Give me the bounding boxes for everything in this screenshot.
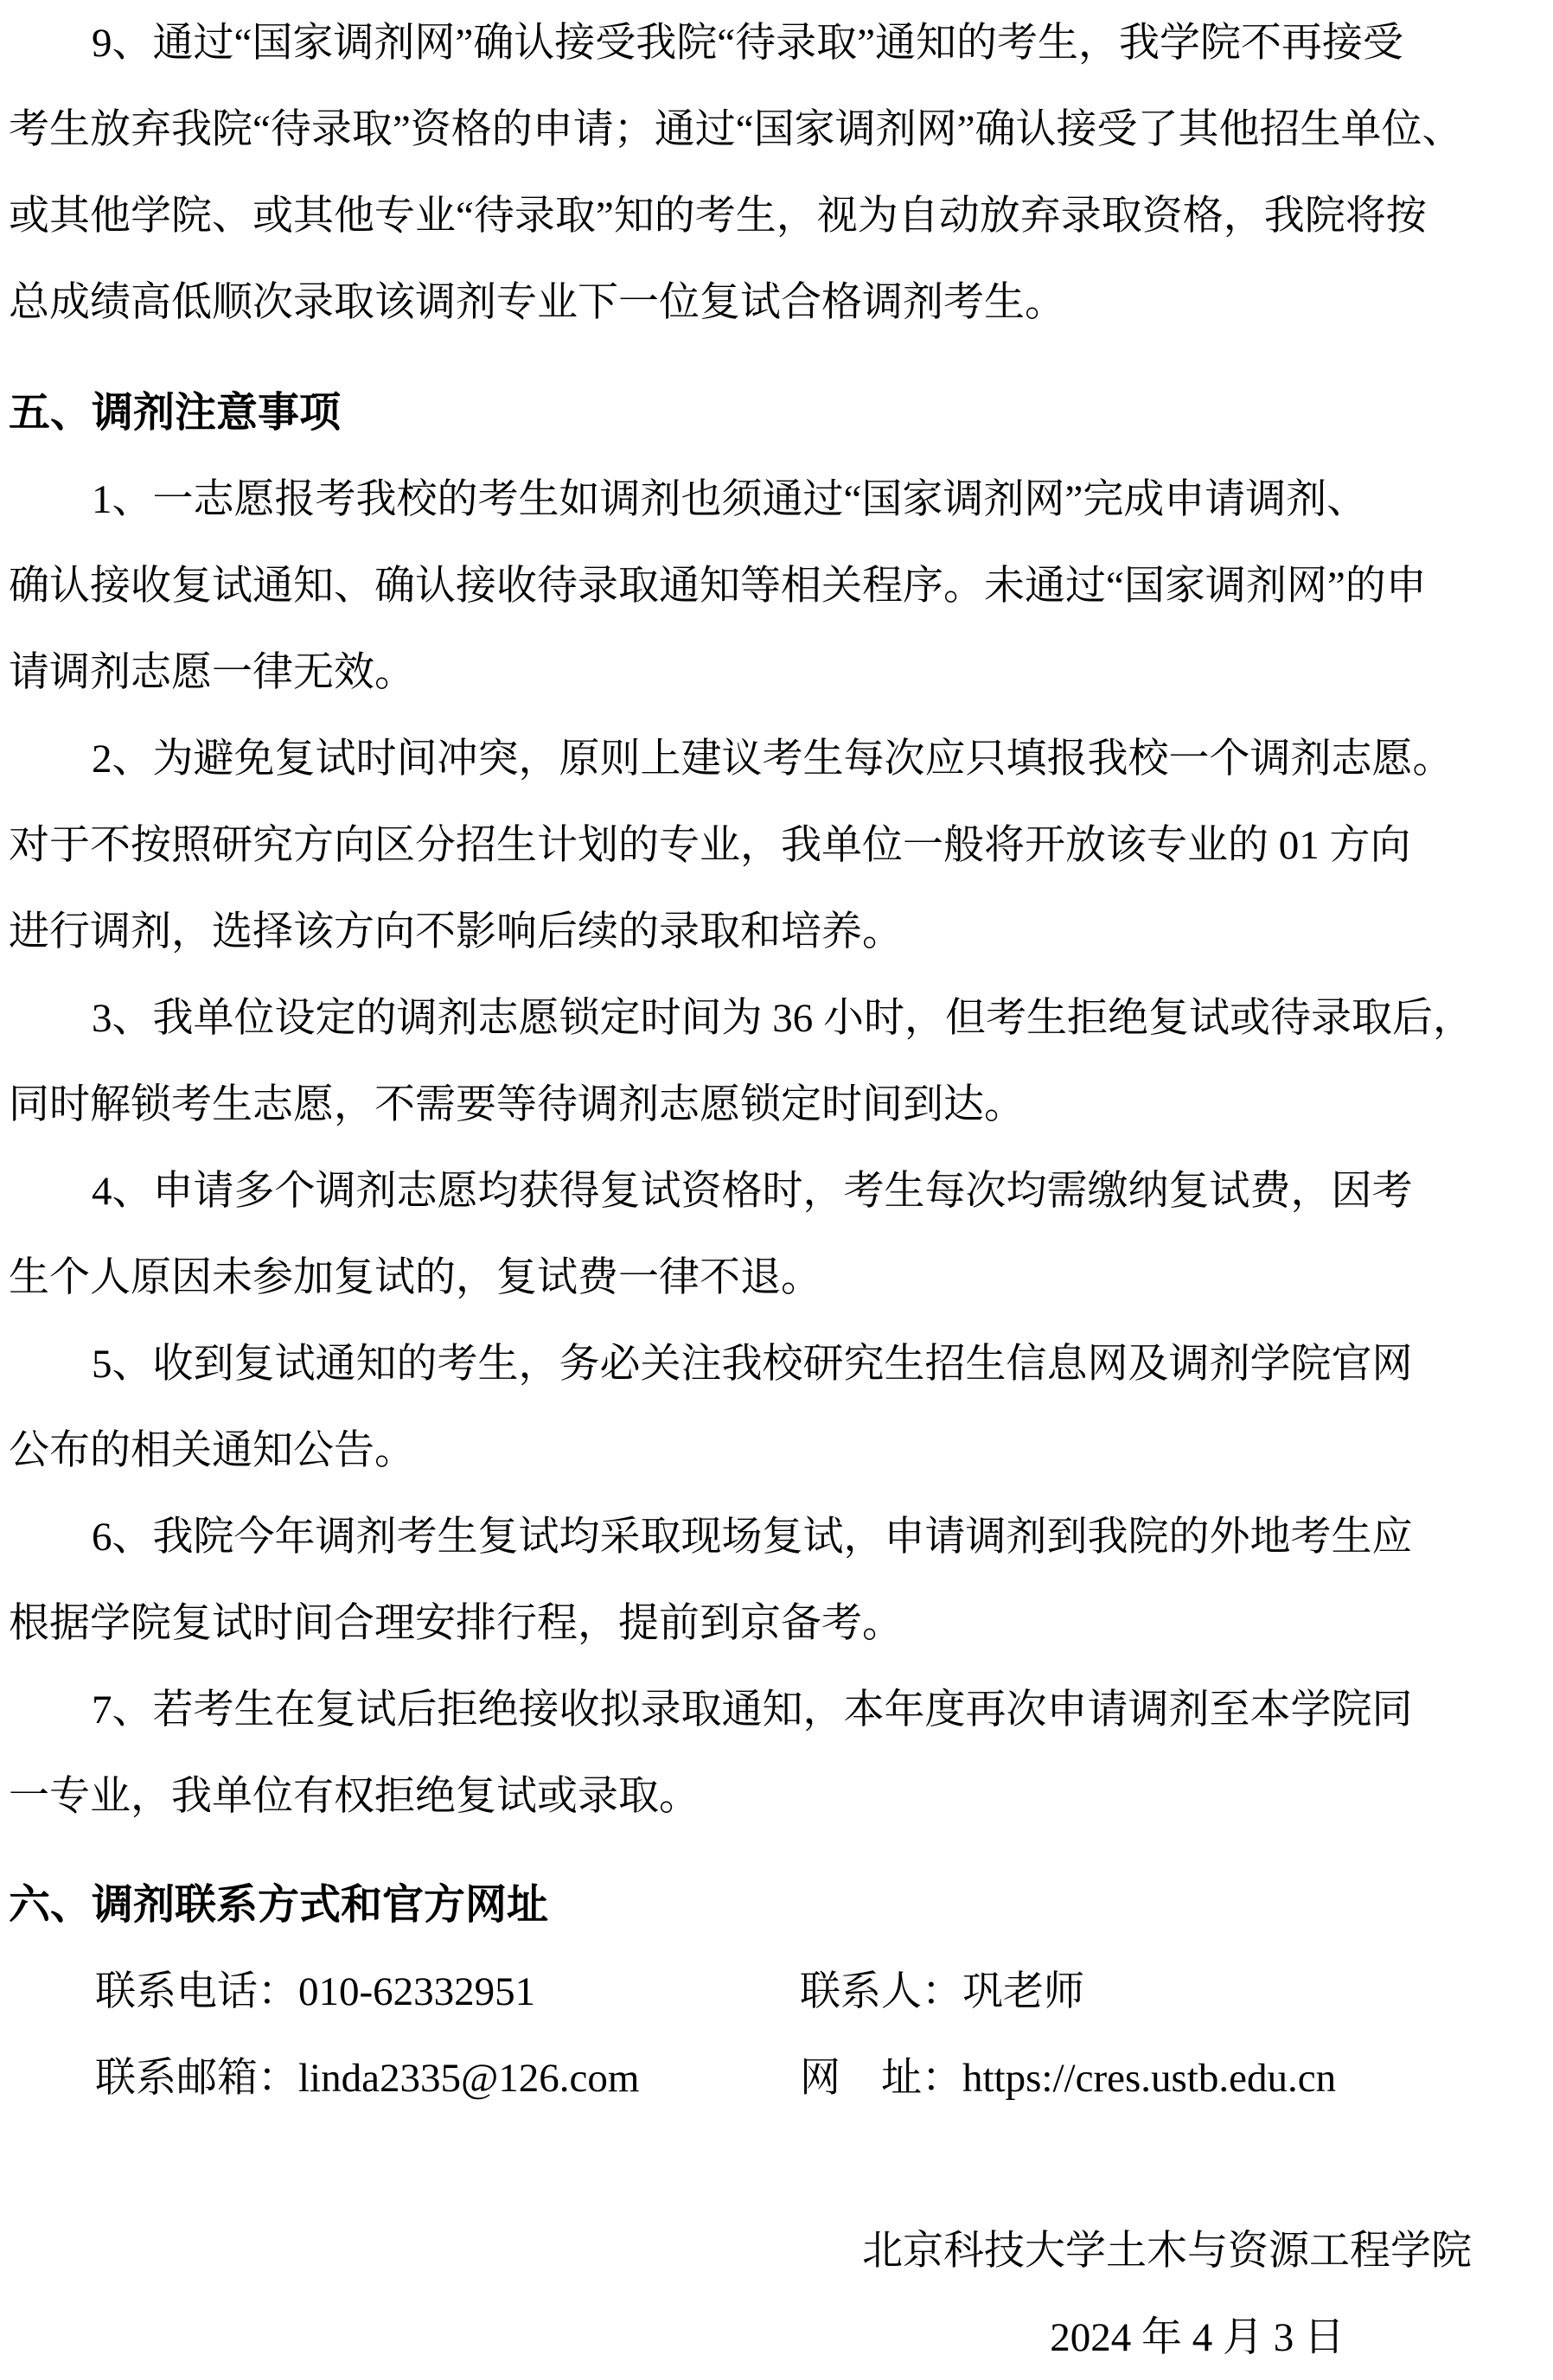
text-line: 总成绩高低顺次录取该调剂专业下一位复试合格调剂考生。	[9, 280, 1065, 325]
text-line: 1、一志愿报考我校的考生如调剂也须通过“国家调剂网”完成申请调剂、	[92, 477, 1368, 522]
text-line: 3、我单位设定的调剂志愿锁定时间为 36 小时，但考生拒绝复试或待录取后，	[92, 996, 1473, 1041]
section-6-heading: 六、调剂联系方式和官方网址	[9, 1882, 549, 1928]
contact-row-phone	[9, 1949, 1544, 2035]
contact-left: 联系邮箱：linda2335@126.com	[95, 2056, 640, 2101]
text-line: 生个人原因未参加复试的，复试费一律不退。	[9, 1255, 821, 1300]
text-line: 根据学院复试时间合理安排行程，提前到京备考。	[9, 1601, 903, 1646]
text-line: 确认接收复试通知、确认接收待录取通知等相关程序。未通过“国家调剂网”的申	[9, 564, 1427, 609]
contact-row-email	[9, 2035, 1544, 2122]
text-line: 公布的相关通知公告。	[9, 1428, 415, 1473]
text-line: 6、我院今年调剂考生复试均采取现场复试，申请调剂到我院的外地考生应	[92, 1515, 1413, 1560]
date-line: 2024 年 4 月 3 日	[1050, 2315, 1345, 2360]
contact-right: 联系人：巩老师	[800, 1969, 1084, 2014]
text-line: 或其他学院、或其他专业“待录取”知的考生，视为自动放弃录取资格，我院将按	[9, 194, 1427, 239]
text-line: 4、申请多个调剂志愿均获得复试资格时，考生每次均需缴纳复试费，因考	[92, 1169, 1413, 1214]
text-line: 考生放弃我院“待录取”资格的申请；通过“国家调剂网”确认接受了其他招生单位、	[9, 107, 1463, 152]
contact-right: 网 址：https://cres.ustb.edu.cn	[800, 2056, 1337, 2101]
text-line: 2、为避免复试时间冲突，原则上建议考生每次应只填报我校一个调剂志愿。	[92, 737, 1454, 782]
text-line: 进行调剂，选择该方向不影响后续的录取和培养。	[9, 909, 903, 954]
text-line: 请调剂志愿一律无效。	[9, 650, 415, 695]
contact-left: 联系电话：010-62332951	[95, 1969, 536, 2014]
section-5-heading: 五、调剂注意事项	[9, 390, 342, 436]
signature-line: 北京科技大学土木与资源工程学院	[862, 2229, 1472, 2274]
text-line: 一专业，我单位有权拒绝复试或录取。	[9, 1774, 700, 1819]
text-line: 同时解锁考生志愿，不需要等待调剂志愿锁定时间到达。	[9, 1082, 1025, 1127]
text-line: 对于不按照研究方向区分招生计划的专业，我单位一般将开放该专业的 01 方向	[9, 823, 1411, 868]
text-line: 5、收到复试通知的考生，务必关注我校研究生招生信息网及调剂学院官网	[92, 1342, 1413, 1387]
text-line: 9、通过“国家调剂网”确认接受我院“待录取”通知的考生，我学院不再接受	[92, 21, 1403, 66]
document-body	[9, 0, 1544, 2380]
text-line: 7、若考生在复试后拒绝接收拟录取通知，本年度再次申请调剂至本学院同	[92, 1688, 1413, 1732]
